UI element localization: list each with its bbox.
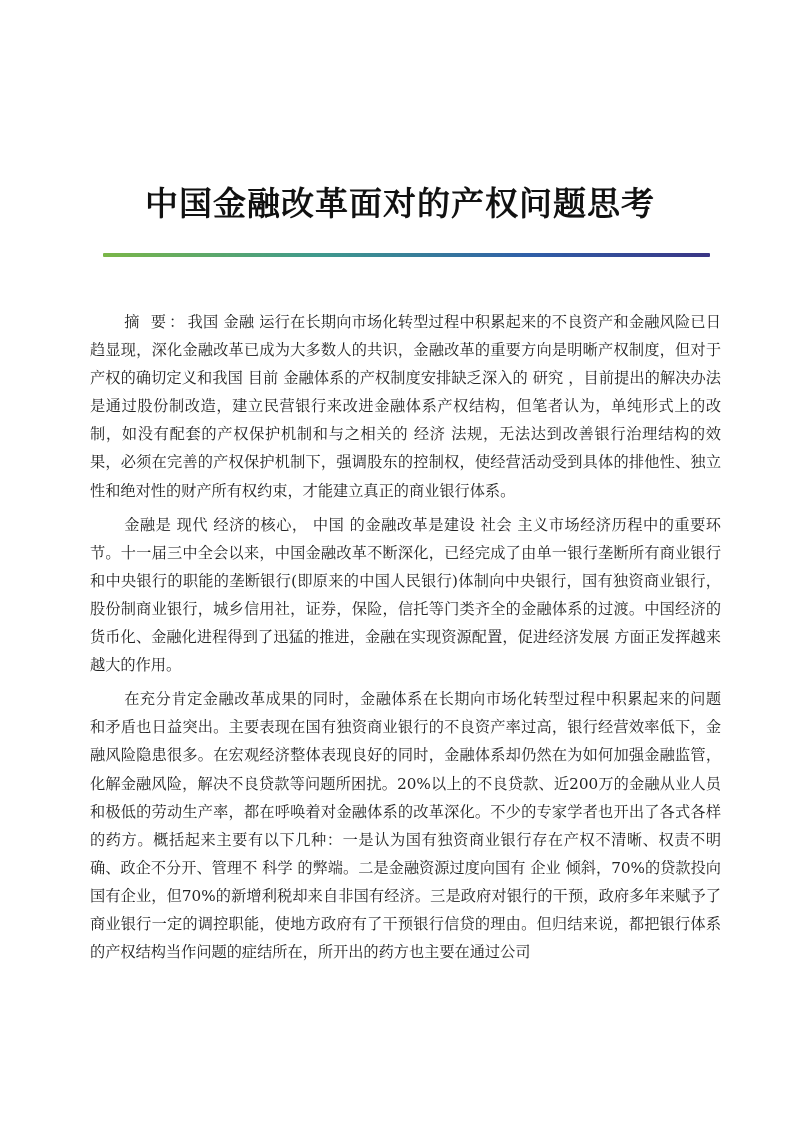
abstract-paragraph bbox=[90, 308, 721, 505]
body-paragraph-1: 金融是 现代 经济的核心， 中国 的金融改革是建设 社会 主义市场经济历程中的重要环节。十一届三中全会以来，中国金融改革不断深化，已经完成了由单一银行垄断所有商业银行和中央银行的职能的垄断银行(即原来的中国人民银行)体制向中央银行，国有独资商业银行，股份制商业银行，城乡信用社，证券，保险，信托等门类齐全的金融体系的过渡。中国经济的货币化、金融化进程得到了迅猛的推进，金融在实现资源配置，促进经济发展 方面正发挥越来越大的作用。 bbox=[90, 515, 721, 675]
document-body bbox=[90, 308, 721, 972]
body-paragraph-2: 在充分肯定金融改革成果的同时，金融体系在长期向市场化转型过程中积累起来的问题 和矛盾也日益突出。主要表现在国有独资商业银行的不良资产率过高，银行经营效率低下，金融风险隐患很多。在宏观经济整体表现良好的同时，金融体系却仍然在为如何加强金融监管，化解金融风险，解决不良贷款等问题所困扰。20%以上的不良贷款、近200万的金融从业人员和极低的劳动生产率，都在呼唤着对金融体系的改革深化。不少的专家学者也开出了各式各样的药方。概括起来主要有以下几种：一是认为国有独资商业银行存在产权不清晰、权责不明确、政企不分开、管理不 科学 的弊端。二是金融资源过度向国有 企业 倾斜，70%的贷款投向国有企业，但70%的新增利税却来自非国有经济。三是政府对银行的干预，政府多年来赋予了商业银行一定的调控职能，使地方政府有了干预银行信贷的理由。但归结来说，都把银行体系的产权结构当作问题的症结所在，所开出的药方也主要在通过公司 bbox=[90, 690, 721, 962]
document-title: 中国金融改革面对的产权问题思考 bbox=[145, 184, 655, 224]
title-divider bbox=[103, 253, 710, 257]
abstract-text: 我国 金融 运行在长期向市场化转型过程中积累起来的不良资产和金融风险已日趋显现，深化金融改革已成为大多数人的共识，金融改革的重要方向是明晰产权制度，但对于产权的确切定义和我国 目前 金融体系的产权制度安排缺乏深入的 研究 ，目前提出的解决办法是通过股份制改造，建立民营银行来改进金融体系产权结构，但笔者认为，单纯形式上的改制，如没有配套的产权保护机制和与之相关的 经济 法规，无法达到改善银行治理结构的效果，必须在完善的产权保护机制下，强调股东的控制权，使经营活动受到具体的排他性、独立性和绝对性的财产所有权约束，才能建立真正的商业银行体系。 bbox=[90, 313, 721, 500]
abstract-label: 摘 要： bbox=[124, 313, 188, 331]
